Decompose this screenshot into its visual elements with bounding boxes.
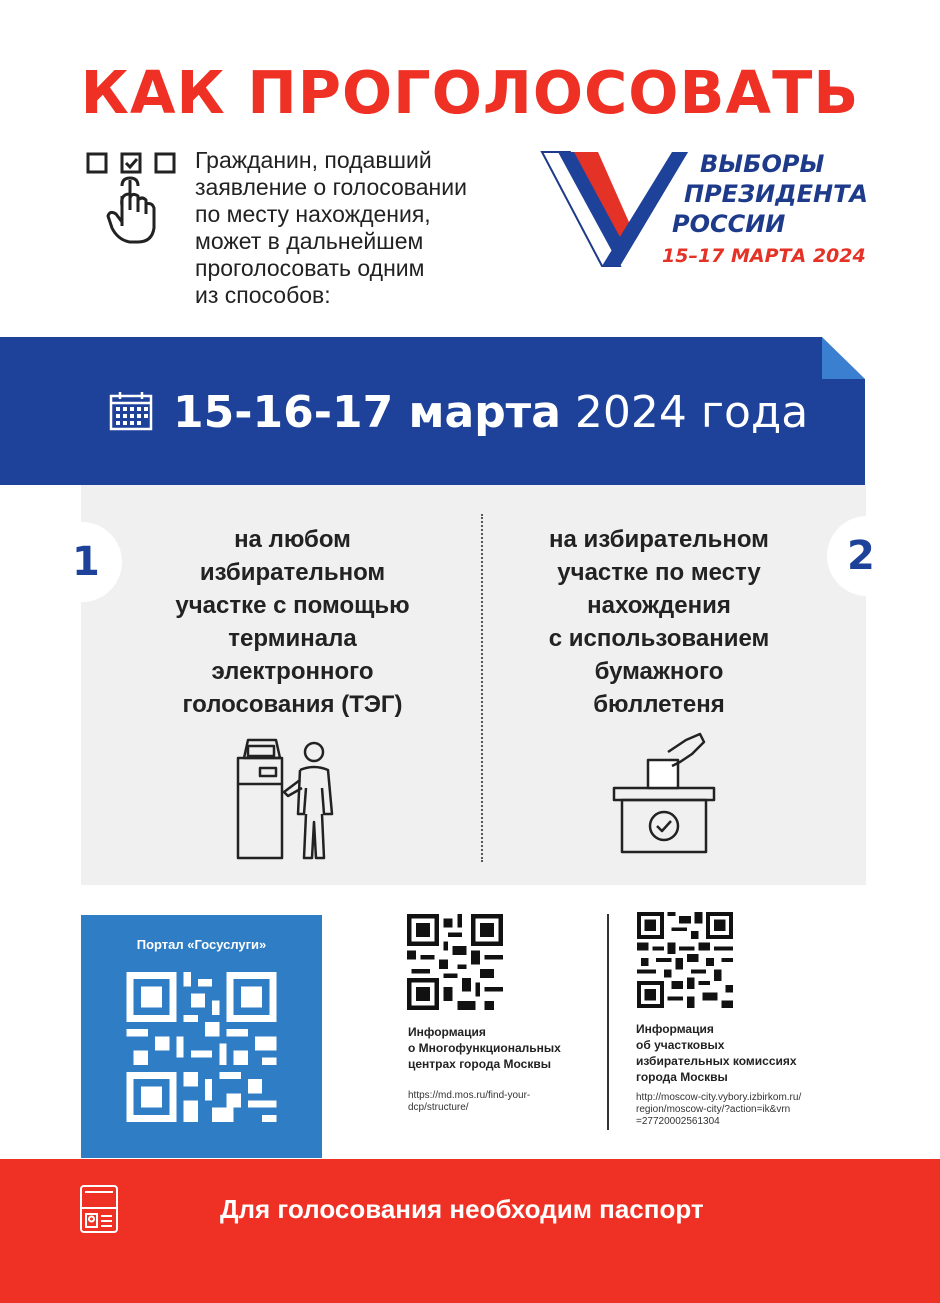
logo-dates: 15–17 МАРТА 2024 bbox=[662, 245, 866, 267]
voting-dates bbox=[173, 386, 808, 440]
folded-corner-icon bbox=[822, 337, 865, 379]
ik-url-link[interactable] bbox=[636, 1092, 851, 1128]
page-title: КАК ПРОГОЛОСОВАТЬ bbox=[80, 58, 860, 127]
ballot-box-icon bbox=[608, 732, 720, 856]
option-2-text bbox=[500, 523, 818, 721]
intro-line: может в дальнейшем bbox=[195, 228, 424, 254]
url-line: dcp/structure/ bbox=[408, 1102, 469, 1113]
url-line: http://moscow-city.vybory.izbirkom.ru/ bbox=[636, 1092, 802, 1103]
option-line: голосования (ТЭГ) bbox=[182, 691, 403, 718]
mfc-url-link[interactable] bbox=[408, 1090, 578, 1114]
checkbox-pointer-icon bbox=[86, 150, 178, 246]
option-number-badge: 2 bbox=[827, 516, 907, 596]
gosuslugi-label: Портал «Госуслуги» bbox=[136, 937, 267, 952]
passport-icon bbox=[79, 1184, 119, 1234]
option-line: на любом bbox=[234, 526, 351, 553]
option-line: участке с помощью bbox=[175, 592, 410, 619]
info-title-line: избирательных комиссиях bbox=[636, 1054, 797, 1068]
url-line: =27720002561304 bbox=[636, 1116, 720, 1127]
option-line: бумажного bbox=[594, 658, 724, 685]
gosuslugi-qr-code-icon[interactable] bbox=[125, 972, 278, 1122]
info-title-line: об участковых bbox=[636, 1038, 725, 1052]
option-line: участке по месту bbox=[557, 559, 761, 586]
intro-line: заявление о голосовании bbox=[195, 174, 467, 200]
option-line: терминала bbox=[228, 625, 357, 652]
logo-text-line: РОССИИ bbox=[672, 210, 786, 238]
option-line: бюллетеня bbox=[593, 691, 725, 718]
option-1-text bbox=[120, 523, 465, 721]
vertical-divider bbox=[607, 914, 609, 1130]
ik-qr-code-icon[interactable] bbox=[636, 912, 734, 1008]
intro-line: по месту нахождения, bbox=[195, 201, 431, 227]
voting-dates-bold: 15-16-17 марта bbox=[173, 387, 561, 438]
option-divider bbox=[481, 514, 483, 862]
info-title-line: центрах города Москвы bbox=[408, 1057, 551, 1071]
option-line: на избирательном bbox=[549, 526, 769, 553]
intro-text bbox=[195, 147, 555, 309]
ik-info-title bbox=[636, 1021, 836, 1085]
logo-text-line: ПРЕЗИДЕНТА bbox=[684, 180, 869, 208]
intro-line: Гражданин, подавший bbox=[195, 147, 432, 173]
footer-banner bbox=[0, 1159, 940, 1303]
voting-dates-year: 2024 года bbox=[560, 387, 809, 438]
mfc-info-title bbox=[408, 1024, 603, 1072]
info-title-line: Информация bbox=[408, 1025, 486, 1039]
option-number-badge: 1 bbox=[42, 522, 122, 602]
option-line: с использованием bbox=[548, 625, 770, 652]
voting-terminal-icon bbox=[230, 738, 340, 862]
footer-text: Для голосования необходим паспорт bbox=[220, 1194, 704, 1224]
logo-text-line: ВЫБОРЫ bbox=[700, 150, 825, 178]
info-title-line: о Многофункциональных bbox=[408, 1041, 561, 1055]
option-line: электронного bbox=[211, 658, 374, 685]
calendar-icon bbox=[109, 391, 153, 431]
url-line: region/moscow-city/?action=ik&vrn bbox=[636, 1104, 791, 1115]
info-title-line: Информация bbox=[636, 1022, 714, 1036]
mfc-qr-code-icon[interactable] bbox=[406, 914, 504, 1010]
option-line: избирательном bbox=[199, 559, 386, 586]
intro-line: из способов: bbox=[195, 282, 331, 308]
url-line: https://md.mos.ru/find-your- bbox=[408, 1090, 531, 1101]
intro-line: проголосовать одним bbox=[195, 255, 425, 281]
option-line: нахождения bbox=[587, 592, 731, 619]
info-title-line: города Москвы bbox=[636, 1070, 728, 1084]
